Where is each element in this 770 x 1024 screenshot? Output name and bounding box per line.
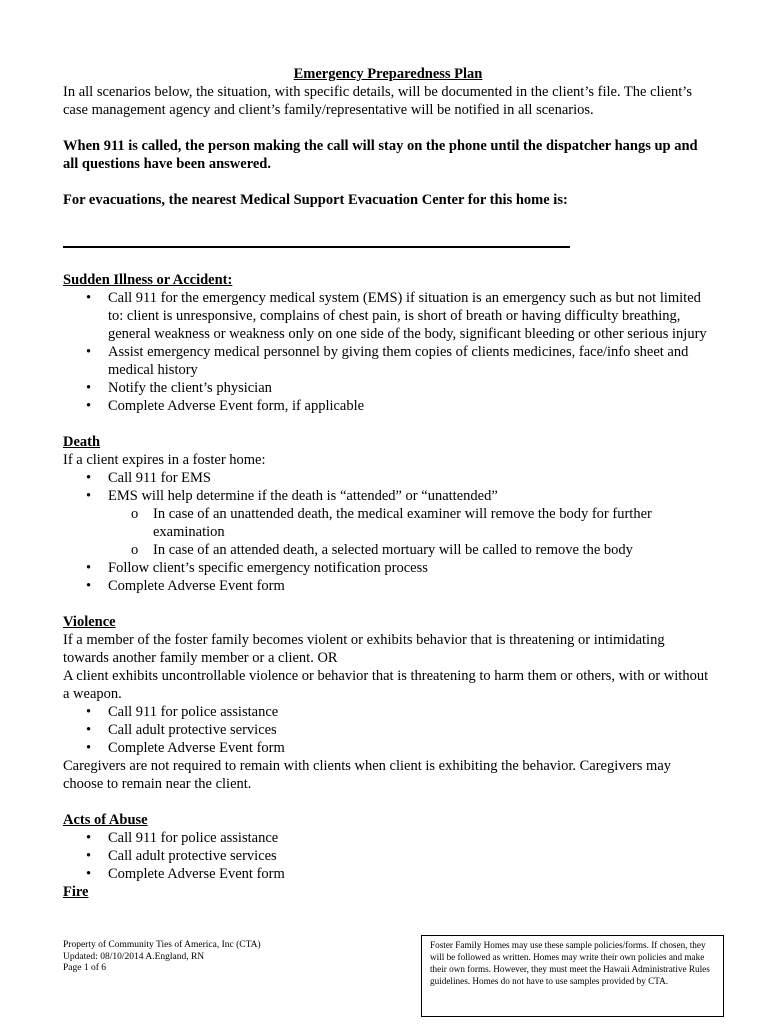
section-heading-fire: Fire xyxy=(63,884,89,900)
list-item: • Assist emergency medical personnel by giving them copies of clients medicines, face/info sheet and medical history xyxy=(63,343,713,379)
list-item: • Complete Adverse Event form xyxy=(63,577,713,595)
list-item: • Complete Adverse Event form, if applicable xyxy=(63,397,713,415)
sub-list-item: o In case of an attended death, a selected mortuary will be called to remove the body xyxy=(63,541,713,559)
list-item: • Complete Adverse Event form xyxy=(63,865,713,883)
section-heading-acts-of-abuse: Acts of Abuse xyxy=(63,812,148,828)
document-title: Emergency Preparedness Plan xyxy=(293,66,483,82)
section-heading-violence: Violence xyxy=(63,614,116,630)
footer-left xyxy=(63,940,261,975)
violence-note: Caregivers are not required to remain with clients when client is exhibiting the behavior. Caregivers may choose to remain near the client. xyxy=(63,758,672,792)
section-heading-death: Death xyxy=(63,434,101,450)
spacer xyxy=(63,173,713,191)
spacer xyxy=(63,415,713,433)
abuse-list xyxy=(63,829,713,883)
footer-page-number: Page 1 of 6 xyxy=(63,963,107,973)
notice-evacuation: For evacuations, the nearest Medical Support Evacuation Center for this home is: xyxy=(63,192,568,208)
intro-paragraph: In all scenarios below, the situation, with specific details, will be documented in the client’s file. The client’s case management agency and client’s family/representative will be notified in all scenarios. xyxy=(63,84,692,118)
document-page xyxy=(63,66,713,901)
footer-property: Property of Community Ties of America, Inc (CTA) xyxy=(63,940,261,950)
section-heading-sudden-illness: Sudden Illness or Accident: xyxy=(63,272,233,288)
sudden-illness-list xyxy=(63,289,713,415)
violence-paragraph-2: A client exhibits uncontrollable violence or behavior that is threatening to harm them or others, with or without a weapon. xyxy=(63,668,709,702)
list-item: • Call 911 for police assistance xyxy=(63,829,713,847)
footer-disclaimer-box xyxy=(421,935,724,1017)
list-item: • Call 911 for EMS xyxy=(63,469,713,487)
spacer xyxy=(63,595,713,613)
list-item: • Follow client’s specific emergency notification process xyxy=(63,559,713,577)
notice-911: When 911 is called, the person making the call will stay on the phone until the dispatcher hangs up and all questions have been answered. xyxy=(63,138,698,172)
sub-list-item: o In case of an unattended death, the medical examiner will remove the body for further examination xyxy=(63,505,713,541)
list-item: • Notify the client’s physician xyxy=(63,379,713,397)
footer-disclaimer: Foster Family Homes may use these sample policies/forms. If chosen, they will be followed as written. Homes may write their own policies and make their own forms. However, they must meet the Hawaii Administrative Rules guidelines. Homes do not have to use samples provided by CTA. xyxy=(430,940,710,986)
death-intro: If a client expires in a foster home: xyxy=(63,452,266,468)
spacer xyxy=(63,793,713,811)
spacer xyxy=(63,119,713,137)
evacuation-center-blank-line[interactable] xyxy=(63,246,570,248)
list-item: • Complete Adverse Event form xyxy=(63,739,713,757)
list-item-text: EMS will help determine if the death is “attended” or “unattended” xyxy=(108,488,498,504)
list-item: • Call adult protective services xyxy=(63,847,713,865)
violence-paragraph-1: If a member of the foster family becomes violent or exhibits behavior that is threatening or intimidating towards another family member or a client. OR xyxy=(63,632,665,666)
death-list xyxy=(63,469,713,595)
list-item: • Call 911 for the emergency medical system (EMS) if situation is an emergency such as but not limited to: client is unresponsive, complains of chest pain, is short of breath or having difficulty breathing, general weakness or weakness only on one side of the body, significant bleeding or other serious injury xyxy=(63,289,713,343)
list-item xyxy=(63,487,713,559)
violence-list xyxy=(63,703,713,757)
footer-updated: Updated: 08/10/2014 A.England, RN xyxy=(63,951,205,962)
list-item: • Call adult protective services xyxy=(63,721,713,739)
list-item: • Call 911 for police assistance xyxy=(63,703,713,721)
death-sub-list xyxy=(108,505,713,559)
